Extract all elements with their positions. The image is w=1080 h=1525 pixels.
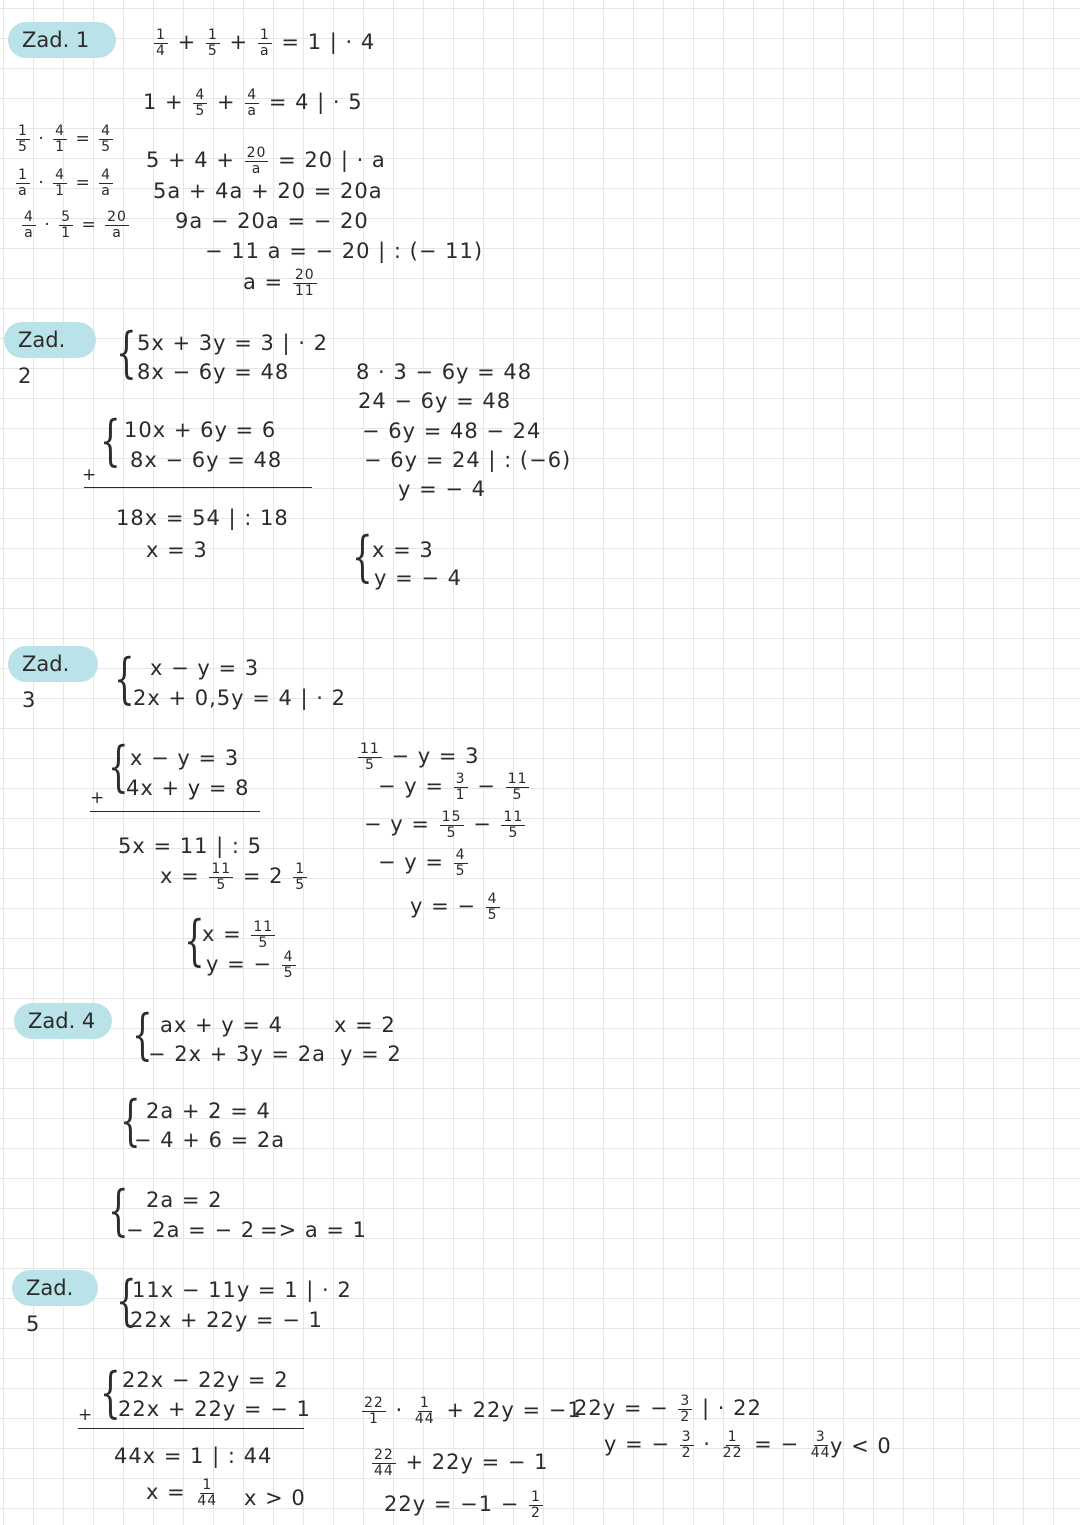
equation-line: 44x = 1 | : 44 [114, 1444, 273, 1468]
equation-line: x > 0 [244, 1486, 306, 1510]
fraction: $\frac{20}{a}$ [246, 145, 267, 177]
equation-line: x = $\frac{1}{44}$ [146, 1477, 218, 1509]
task-5-label: Zad. 5 [12, 1270, 98, 1306]
equation-line: x − y = 3 [130, 746, 240, 770]
system-brace: { [100, 1361, 121, 1424]
equation-line: y = − $\frac{3}{2}$ · $\frac{1}{22}$ = − $\frac{3}{44}$ [604, 1429, 831, 1461]
equation-line: 2a + 2 = 4 [146, 1099, 271, 1123]
equation-line: 1 + $\frac{4}{5}$ + $\frac{4}{a}$ = 4 | · 5 [143, 87, 363, 119]
fraction: $\frac{4}{a}$ [247, 87, 258, 119]
equation-line: y = − $\frac{4}{5}$ [410, 891, 498, 923]
system-brace: { [114, 647, 135, 710]
system-brace: { [108, 735, 129, 798]
equation-line: − 6y = 48 − 24 [362, 419, 542, 443]
equation-line: 22x + 22y = − 1 [118, 1397, 311, 1421]
equation-line: 8x − 6y = 48 [137, 360, 290, 384]
equation-line: y = 2 [340, 1042, 402, 1066]
equation-line: 18x = 54 | : 18 [116, 506, 289, 530]
plus-sign: + [82, 465, 97, 485]
sum-line [78, 1428, 304, 1429]
task-2-label: Zad. 2 [4, 322, 96, 358]
equation-line: − y = $\frac{4}{5}$ [378, 847, 466, 879]
equation-line: 22x − 22y = 2 [122, 1368, 289, 1392]
equation-line: y < 0 [830, 1434, 892, 1458]
equation-line: 22y = − $\frac{3}{2}$ | · 22 [574, 1393, 762, 1425]
system-brace: { [116, 321, 137, 384]
equation-line: 5 + 4 + $\frac{20}{a}$ = 20 | · a [146, 145, 386, 177]
equation-line: x = $\frac{11}{5}$ = 2 $\frac{1}{5}$ [160, 861, 306, 893]
equation-line: − 2a = − 2 [126, 1218, 256, 1242]
equation-line: y = − $\frac{4}{5}$ [206, 949, 294, 981]
plus-sign: + [78, 1405, 93, 1425]
equation-line: 24 − 6y = 48 [358, 389, 512, 413]
equation-line: x − y = 3 [150, 656, 260, 680]
system-brace: { [120, 1089, 141, 1152]
equation-line: − 2x + 3y = 2a [148, 1042, 326, 1066]
equation-line: $\frac{1}{4}$ + $\frac{1}{5}$ + $\frac{1}{a}$ = 1 | · 4 [156, 27, 376, 59]
equation-line: x = $\frac{11}{5}$ [202, 919, 274, 951]
equation-line: 10x + 6y = 6 [124, 418, 277, 442]
equation-line: − 4 + 6 = 2a [134, 1128, 286, 1152]
equation-line: 2x + 0,5y = 4 | · 2 [133, 686, 347, 710]
equation-line: 2a = 2 [146, 1188, 223, 1212]
fraction: $\frac{20}{11}$ [294, 267, 315, 299]
sum-line [84, 487, 312, 488]
equation-line: 8x − 6y = 48 [130, 448, 283, 472]
task-3-label: Zad. 3 [8, 646, 98, 682]
equation-line: 5a + 4a + 20 = 20a [153, 179, 383, 203]
equation-line: y = − 4 [398, 477, 487, 501]
sum-line [90, 811, 260, 812]
equation-line: 22x + 22y = − 1 [130, 1308, 323, 1332]
equation-line: − y = $\frac{3}{1}$ − $\frac{11}{5}$ [378, 771, 528, 803]
side-calc-line: $\frac{1}{5}$ · $\frac{4}{1}$ = $\frac{4}{5}$ [18, 123, 112, 155]
equation-line: 5x = 11 | : 5 [118, 834, 262, 858]
equation-line: x = 2 [334, 1013, 396, 1037]
fraction: $\frac{1}{4}$ [156, 27, 166, 59]
equation-line: a = $\frac{20}{11}$ [243, 267, 315, 299]
plus-sign: + [90, 788, 105, 808]
equation-line: $\frac{11}{5}$ − y = 3 [360, 741, 480, 773]
system-brace: { [184, 909, 205, 972]
equation-line: $\frac{22}{1}$ · $\frac{1}{44}$ + 22y = −1 [364, 1395, 582, 1427]
system-brace: { [352, 525, 373, 588]
fraction: $\frac{1}{5}$ [207, 27, 218, 59]
equation-line: 11x − 11y = 1 | · 2 [132, 1278, 352, 1302]
equation-line: x = 3 [146, 538, 208, 562]
equation-line: 9a − 20a = − 20 [175, 209, 369, 233]
system-brace: { [132, 1003, 153, 1066]
task-4-label: Zad. 4 [14, 1003, 112, 1039]
equation-line: y = − 4 [374, 566, 463, 590]
system-brace: { [108, 1179, 129, 1242]
equation-line: $\frac{22}{44}$ + 22y = − 1 [374, 1447, 549, 1479]
equation-line: − 6y = 24 | : (−6) [364, 448, 572, 472]
equation-line: 5x + 3y = 3 | · 2 [137, 331, 328, 355]
equation-line: => a = 1 [260, 1218, 368, 1242]
equation-line: 8 · 3 − 6y = 48 [356, 360, 533, 384]
side-calc-line: $\frac{1}{a}$ · $\frac{4}{1}$ = $\frac{4}{a}$ [18, 167, 112, 199]
fraction: $\frac{4}{5}$ [195, 87, 206, 119]
system-brace: { [100, 409, 121, 472]
equation-line: − y = $\frac{15}{5}$ − $\frac{11}{5}$ [364, 809, 524, 841]
side-calc-line: $\frac{4}{a}$ · $\frac{5}{1}$ = $\frac{20}{a}$ [24, 209, 127, 241]
equation-line: − 11 a = − 20 | : (− 11) [205, 239, 484, 263]
equation-line: 4x + y = 8 [126, 776, 250, 800]
system-brace: { [116, 1269, 137, 1332]
equation-line: ax + y = 4 [160, 1013, 283, 1037]
task-1-label: Zad. 1 [8, 22, 116, 58]
equation-line: 22y = −1 − $\frac{1}{2}$ [384, 1489, 541, 1521]
fraction: $\frac{1}{a}$ [259, 27, 270, 59]
equation-line: x = 3 [372, 538, 434, 562]
